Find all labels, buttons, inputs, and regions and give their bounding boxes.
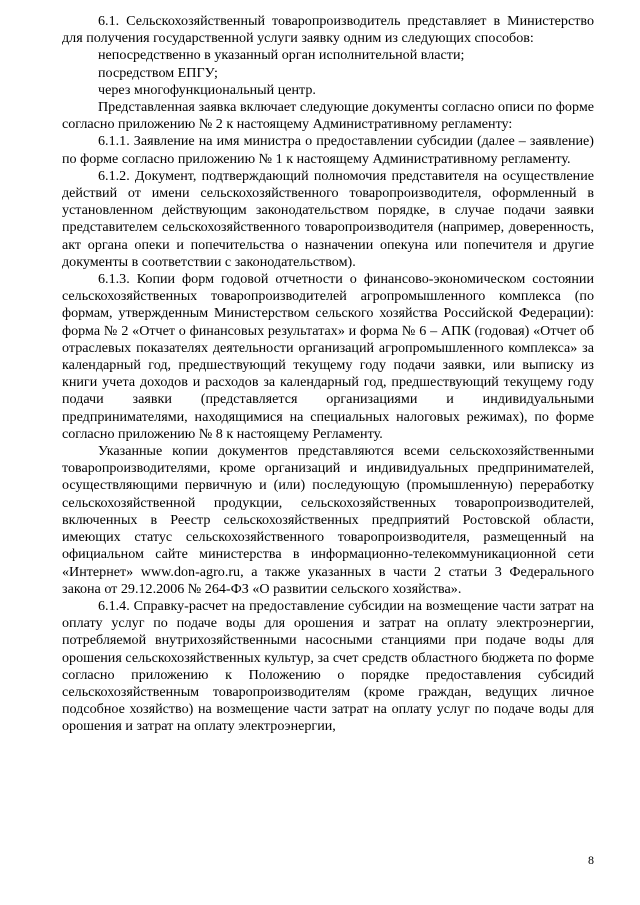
list-item-direct: непосредственно в указанный орган исполнительной власти; [98,47,465,64]
document-body [62,13,594,736]
paragraph-6-1-2: 6.1.2. Документ, подтверждающий полномочия представителя на осуществление действий от имени сельскохозяйственного товаропроизводителя, оформленный в установленном действующим законодательством порядке, в случае подачи заявки представителем сельскохозяйственного товаропроизводителя (например, доверенность, акт органа опеки и попечительства о назначении опекуна или попечителя и другие документы в соответствии с законодательством). [62,167,594,270]
paragraph-copies-note: Указанные копии документов представляются всеми сельскохозяйственными товаропроизводителями, кроме организаций и индивидуальных предпринимателей, осуществляющими первичную и (или) последующую (промышленную) переработку сельскохозяйственной продукции, сельскохозяйственных товаропроизводителей, включенных в Реестр сельскохозяйственных предприятий Ростовской области, имеющих статус сельскохозяйственного товаропроизводителя, размещенный на официальном сайте министерства в информационно-телекоммуникационной сети «Интернет» www.don-agro.ru, а также указанных в части 2 статьи 3 Федерального закона от 29.12.2006 № 264-ФЗ «О развитии сельского хозяйства». [62,443,594,597]
list-item-epgu: посредством ЕПГУ; [98,64,218,81]
paragraph-documents-intro: Представленная заявка включает следующие документы согласно описи по форме согласно приложению № 2 к настоящему Административному регламенту: [62,99,594,133]
paragraph-6-1-1: 6.1.1. Заявление на имя министра о предоставлении субсидии (далее – заявление) по форме согласно приложению № 1 к настоящему Административному регламенту. [62,133,594,167]
page-number: 8 [588,853,594,867]
list-item-mfc: через многофункциональный центр. [98,81,316,98]
paragraph-6-1-4: 6.1.4. Справку-расчет на предоставление субсидии на возмещение части затрат на оплату услуг по подаче воды для орошения и затрат на оплату электроэнергии, потребляемой внутрихозяйственными насосными станциями при подаче воды для орошения сельскохозяйственных культур, за счет средств областного бюджета по форме согласно приложению к Положению о порядке предоставления субсидий сельскохозяйственным товаропроизводителям (кроме граждан, ведущих личное подсобное хозяйство) на возмещение части затрат на оплату услуг по подаче воды для орошения и затрат на оплату электроэнергии, [62,597,594,735]
paragraph-6-1-3: 6.1.3. Копии форм годовой отчетности о финансово-экономическом состоянии сельскохозяйственных товаропроизводителей агропромышленного комплекса (по формам, утвержденным Министерством сельского хозяйства Российской Федерации): форма № 2 «Отчет о финансовых результатах» и форма № 6 – АПК (годовая) «Отчет об отраслевых показателях деятельности организаций агропромышленного комплекса» за календарный год, предшествующий текущему году подачи заявки, или выписку из книги учета доходов и расходов за календарный год, предшествующий текущему году подачи заявки (представляется организациями и индивидуальными предпринимателями, находящимися на специальных налоговых режимах), по форме согласно приложению № 8 к настоящему Регламенту. [62,271,594,442]
paragraph-6-1: 6.1. Сельскохозяйственный товаропроизводитель представляет в Министерство для получения государственной услуги заявку одним из следующих способов: [62,13,594,47]
